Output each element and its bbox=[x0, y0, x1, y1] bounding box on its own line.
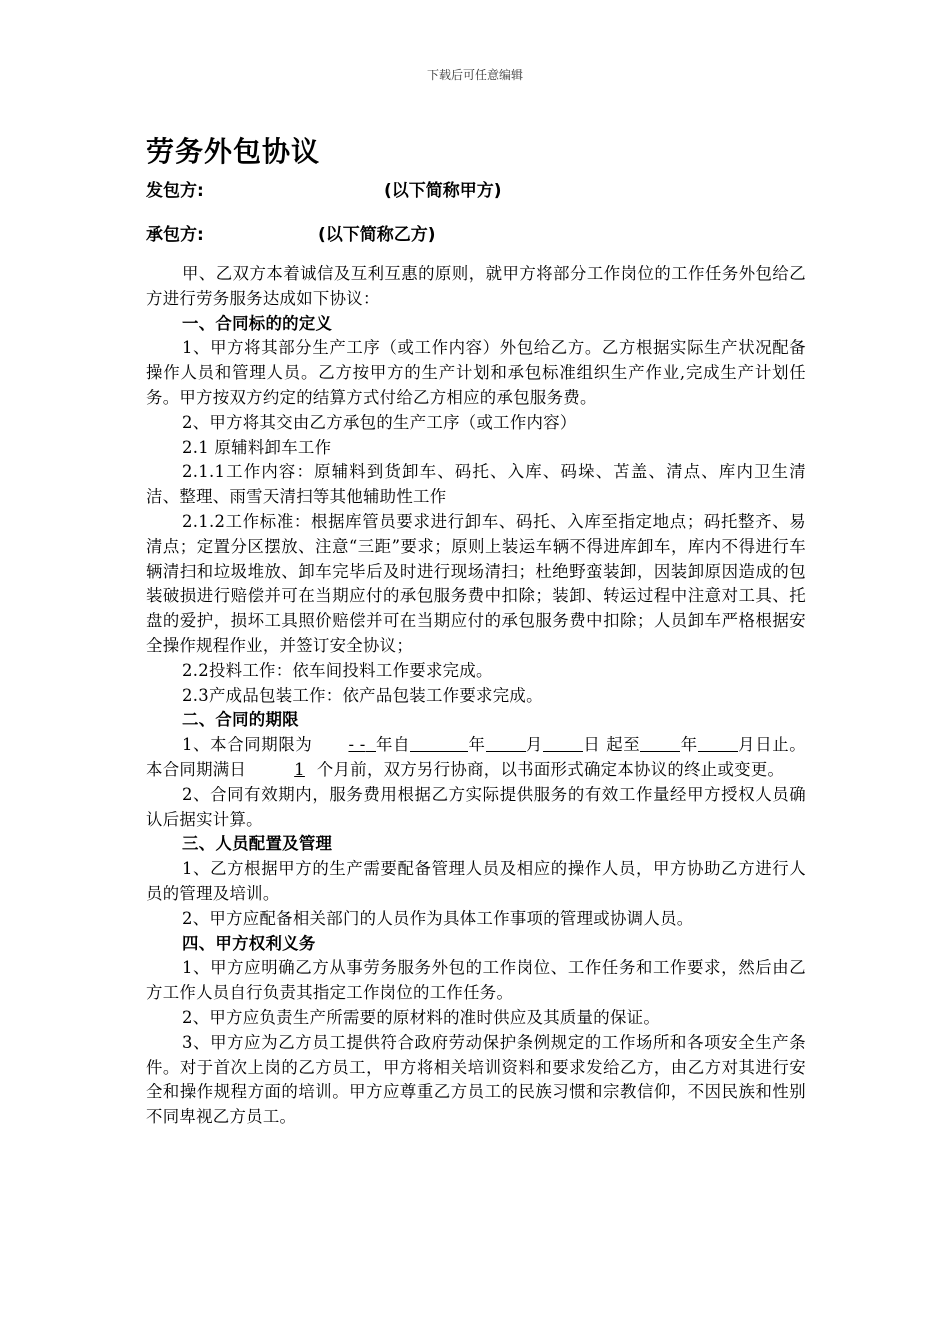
party-a-label: 发包方: bbox=[146, 181, 204, 201]
section-4-heading: 四、甲方权利义务 bbox=[182, 933, 316, 953]
term-text-b: 年 bbox=[375, 735, 394, 755]
intro-paragraph: 甲、乙双方本着诚信及互利互惠的原则，就甲方将部分工作岗位的工作任务外包给乙方进行劳务服务达成如下协议： bbox=[146, 264, 806, 308]
section-1-para-4: 2.1.1工作内容：原辅料到货卸车、码托、入库、码垛、苫盖、清点、库内卫生清洁、整理、雨雪天清扫等其他辅助性工作 bbox=[146, 462, 806, 507]
section-3-para-1: 1、乙方根据甲方的生产需要配备管理人员及相应的操作人员，甲方协助乙方进行人员的管理及培训。 bbox=[146, 859, 806, 903]
document-body bbox=[146, 262, 806, 1130]
party-b-note: (以下简称乙方) bbox=[318, 225, 436, 245]
section-3-para-2: 2、甲方应配备相关部门的人员作为具体工作事项的管理或协调人员。 bbox=[182, 908, 694, 928]
party-b-label: 承包方: bbox=[146, 225, 204, 245]
section-4-para-2: 2、甲方应负责生产所需要的原材料的准时供应及其质量的保证。 bbox=[182, 1007, 661, 1027]
section-1-para-1: 1、甲方将其部分生产工序（或工作内容）外包给乙方。乙方根据实际生产状况配备操作人员和管理人员。乙方按甲方的生产计划和承包标准组织生产作业,完成生产计划任务。甲方按双方约定的结算方式付给乙方相应的承包服务费。 bbox=[146, 338, 806, 407]
term-text-e: 月 bbox=[525, 735, 543, 755]
term-text-h: 月日止。本合同期满日 bbox=[146, 735, 806, 779]
party-a-line bbox=[146, 176, 502, 201]
term-text-d: 年 bbox=[468, 735, 486, 755]
term-text-a: 1、本合同期限为 bbox=[182, 735, 313, 755]
start-month-blank bbox=[486, 733, 526, 752]
term-text-g: 年 bbox=[680, 735, 698, 755]
section-2-para-2: 2、合同有效期内，服务费用根据乙方实际提供服务的有效工作量经甲方授权人员确认后据实计算。 bbox=[146, 784, 806, 829]
term-text-i: 个月前，双方另行协商，以书面形式确定本协议的终止或变更。 bbox=[316, 759, 785, 779]
section-4-para-1: 1、甲方应明确乙方从事劳务服务外包的工作岗位、工作任务和工作要求，然后由乙方工作人员自行负责其指定工作岗位的工作任务。 bbox=[146, 958, 806, 1003]
end-year-blank bbox=[640, 733, 680, 752]
section-2-para-1 bbox=[146, 733, 806, 783]
page-header-note: 下载后可任意编辑 bbox=[426, 68, 523, 82]
end-month-blank bbox=[698, 733, 738, 752]
party-a-note: (以下简称甲方) bbox=[384, 181, 502, 201]
section-2-heading: 二、合同的期限 bbox=[182, 710, 299, 730]
start-year-blank bbox=[410, 733, 468, 752]
section-1-para-6: 2.2投料工作：依车间投料工作要求完成。 bbox=[182, 660, 493, 680]
section-3-heading: 三、人员配置及管理 bbox=[182, 834, 333, 854]
section-1-para-5: 2.1.2工作标准：根据库管员要求进行卸车、码托、入库至指定地点；码托整齐、易清点；定置分区摆放、注意“三距”要求；原则上装运车辆不得进库卸车，库内不得进行车辆清扫和垃圾堆放、卸车完毕后及时进行现场清扫；杜绝野蛮装卸，因装卸原因造成的包装破损进行赔偿并可在当期应付的承包服务费中扣除；装卸、转运过程中注意对工具、托盘的爱护，损坏工具照价赔偿并可在当期应付的承包服务费中扣除；人员卸车严格根据安全操作规程作业，并签订安全协议； bbox=[146, 511, 806, 655]
section-1-para-7: 2.3产成品包装工作：依产品包装工作要求完成。 bbox=[182, 685, 543, 705]
term-blank bbox=[366, 733, 376, 752]
notice-months-blank: 1 bbox=[294, 759, 305, 779]
section-1-para-2: 2、甲方将其交由乙方承包的生产工序（或工作内容） bbox=[182, 412, 577, 432]
term-years-blank: - - bbox=[348, 735, 366, 755]
party-b-line bbox=[146, 220, 436, 245]
section-1-para-3: 2.1 原辅料卸车工作 bbox=[182, 437, 332, 457]
term-text-c: 自 bbox=[393, 735, 411, 755]
term-text-f: 日 起至 bbox=[582, 735, 641, 755]
section-4-para-3: 3、甲方应为乙方员工提供符合政府劳动保护条例规定的工作场所和各项安全生产条件。对于首次上岗的乙方员工，甲方将相关培训资料和要求发给乙方，由乙方对其进行安全和操作规程方面的培训。甲方应尊重乙方员工的民族习惯和宗教信仰，不因民族和性别不同卑视乙方员工。 bbox=[146, 1032, 806, 1127]
section-1-heading: 一、合同标的的定义 bbox=[182, 313, 333, 333]
start-day-blank bbox=[543, 733, 583, 752]
document-title: 劳务外包协议 bbox=[146, 135, 321, 168]
